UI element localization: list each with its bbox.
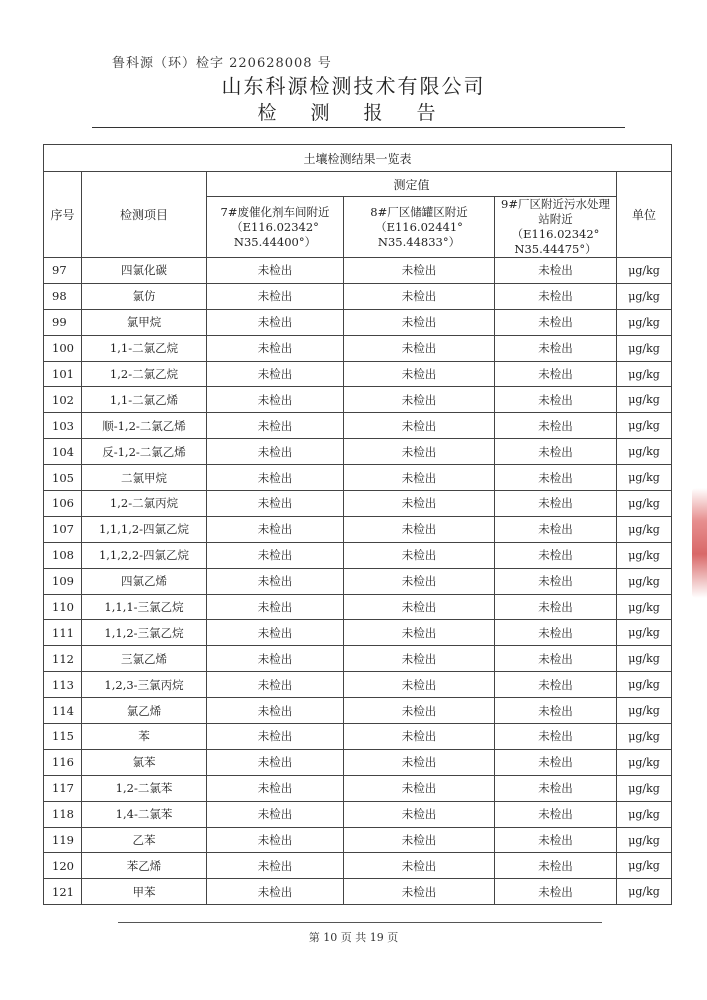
site-name: 7#废催化剂车间附近	[220, 204, 330, 219]
test-item: 顺-1,2-二氯乙烯	[82, 413, 207, 439]
result-site-9: 未检出	[495, 387, 617, 413]
footer-divider	[118, 922, 602, 923]
table-row	[44, 724, 672, 750]
result-site-9: 未检出	[495, 491, 617, 517]
site-name: 8#厂区储罐区附近	[370, 204, 468, 219]
result-site-7: 未检出	[207, 827, 344, 853]
result-site-8: 未检出	[344, 646, 495, 672]
column-header-seq: 序号	[44, 172, 82, 258]
result-site-9: 未检出	[495, 361, 617, 387]
result-site-8: 未检出	[344, 361, 495, 387]
result-site-7: 未检出	[207, 309, 344, 335]
test-item: 反-1,2-二氯乙烯	[82, 439, 207, 465]
result-site-8: 未检出	[344, 594, 495, 620]
result-site-9: 未检出	[495, 283, 617, 309]
row-number: 103	[44, 413, 82, 439]
result-site-7: 未检出	[207, 516, 344, 542]
table-row	[44, 309, 672, 335]
result-site-7: 未检出	[207, 775, 344, 801]
test-item: 1,2-二氯乙烷	[82, 361, 207, 387]
company-name: 山东科源检测技术有限公司	[221, 74, 486, 98]
report-title: 检 测 报 告	[257, 102, 450, 124]
result-site-8: 未检出	[344, 387, 495, 413]
result-site-7: 未检出	[207, 491, 344, 517]
result-site-7: 未检出	[207, 594, 344, 620]
unit-cell: μg/kg	[617, 775, 672, 801]
row-number: 115	[44, 724, 82, 750]
table-row	[44, 749, 672, 775]
unit-cell: μg/kg	[617, 361, 672, 387]
row-number: 121	[44, 879, 82, 905]
table-row	[44, 672, 672, 698]
test-item: 1,1,2-三氯乙烷	[82, 620, 207, 646]
column-header-unit: 单位	[617, 172, 672, 258]
table-row	[44, 827, 672, 853]
site-latitude: N35.44400°）	[233, 234, 317, 249]
row-number: 104	[44, 439, 82, 465]
unit-cell: μg/kg	[617, 879, 672, 905]
result-site-9: 未检出	[495, 724, 617, 750]
unit-cell: μg/kg	[617, 620, 672, 646]
result-site-8: 未检出	[344, 465, 495, 491]
test-item: 1,4-二氯苯	[82, 801, 207, 827]
test-item: 三氯乙烯	[82, 646, 207, 672]
result-site-8: 未检出	[344, 698, 495, 724]
row-number: 102	[44, 387, 82, 413]
row-number: 97	[44, 258, 82, 284]
test-item: 苯乙烯	[82, 853, 207, 879]
result-site-8: 未检出	[344, 439, 495, 465]
unit-cell: μg/kg	[617, 516, 672, 542]
table-row	[44, 413, 672, 439]
row-number: 120	[44, 853, 82, 879]
column-header-site-9	[495, 197, 617, 258]
unit-cell: μg/kg	[617, 801, 672, 827]
table-row	[44, 698, 672, 724]
result-site-7: 未检出	[207, 724, 344, 750]
result-site-9: 未检出	[495, 801, 617, 827]
table-row	[44, 283, 672, 309]
table-row	[44, 439, 672, 465]
unit-cell: μg/kg	[617, 672, 672, 698]
result-site-7: 未检出	[207, 283, 344, 309]
test-item: 氯苯	[82, 749, 207, 775]
row-number: 101	[44, 361, 82, 387]
result-site-9: 未检出	[495, 516, 617, 542]
result-site-7: 未检出	[207, 646, 344, 672]
row-number: 108	[44, 542, 82, 568]
site-latitude: N35.44833°）	[377, 234, 461, 249]
result-site-8: 未检出	[344, 258, 495, 284]
result-site-7: 未检出	[207, 620, 344, 646]
test-item: 苯	[82, 724, 207, 750]
unit-cell: μg/kg	[617, 646, 672, 672]
column-header-site-7	[207, 197, 344, 258]
test-item: 氯甲烷	[82, 309, 207, 335]
test-item: 乙苯	[82, 827, 207, 853]
unit-cell: μg/kg	[617, 387, 672, 413]
column-header-site-8	[344, 197, 495, 258]
row-number: 113	[44, 672, 82, 698]
table-row	[44, 335, 672, 361]
table-row	[44, 542, 672, 568]
site-longitude: （E116.02342°	[231, 219, 319, 234]
result-site-7: 未检出	[207, 258, 344, 284]
result-site-9: 未检出	[495, 413, 617, 439]
test-item: 甲苯	[82, 879, 207, 905]
row-number: 119	[44, 827, 82, 853]
result-site-7: 未检出	[207, 335, 344, 361]
result-site-8: 未检出	[344, 542, 495, 568]
result-site-7: 未检出	[207, 749, 344, 775]
result-site-8: 未检出	[344, 413, 495, 439]
result-site-8: 未检出	[344, 724, 495, 750]
site-location: 站附近（E116.02342°	[511, 212, 600, 241]
result-site-9: 未检出	[495, 620, 617, 646]
table-row	[44, 568, 672, 594]
unit-cell: μg/kg	[617, 439, 672, 465]
result-site-9: 未检出	[495, 542, 617, 568]
test-item: 1,1,1,2-四氯乙烷	[82, 516, 207, 542]
result-site-9: 未检出	[495, 335, 617, 361]
unit-cell: μg/kg	[617, 594, 672, 620]
result-site-8: 未检出	[344, 879, 495, 905]
unit-cell: μg/kg	[617, 568, 672, 594]
result-site-8: 未检出	[344, 516, 495, 542]
test-item: 氯乙烯	[82, 698, 207, 724]
result-site-7: 未检出	[207, 387, 344, 413]
result-site-9: 未检出	[495, 672, 617, 698]
result-site-8: 未检出	[344, 568, 495, 594]
test-item: 1,1-二氯乙烯	[82, 387, 207, 413]
result-site-7: 未检出	[207, 568, 344, 594]
table-row	[44, 879, 672, 905]
row-number: 109	[44, 568, 82, 594]
table-row	[44, 646, 672, 672]
table-row	[44, 387, 672, 413]
result-site-8: 未检出	[344, 491, 495, 517]
result-site-9: 未检出	[495, 698, 617, 724]
result-site-8: 未检出	[344, 801, 495, 827]
unit-cell: μg/kg	[617, 283, 672, 309]
test-item: 1,2,3-三氯丙烷	[82, 672, 207, 698]
result-site-7: 未检出	[207, 698, 344, 724]
results-table	[43, 144, 672, 905]
result-site-7: 未检出	[207, 361, 344, 387]
test-item: 氯仿	[82, 283, 207, 309]
result-site-7: 未检出	[207, 542, 344, 568]
result-site-8: 未检出	[344, 853, 495, 879]
result-site-8: 未检出	[344, 283, 495, 309]
result-site-9: 未检出	[495, 568, 617, 594]
unit-cell: μg/kg	[617, 827, 672, 853]
test-item: 四氯乙烯	[82, 568, 207, 594]
site-latitude: N35.44475°）	[514, 242, 597, 256]
row-number: 111	[44, 620, 82, 646]
seal-stamp-edge	[692, 488, 707, 598]
unit-cell: μg/kg	[617, 542, 672, 568]
row-number: 105	[44, 465, 82, 491]
result-site-9: 未检出	[495, 775, 617, 801]
row-number: 99	[44, 309, 82, 335]
result-site-9: 未检出	[495, 594, 617, 620]
site-longitude: （E116.02441°	[375, 219, 463, 234]
row-number: 112	[44, 646, 82, 672]
row-number: 110	[44, 594, 82, 620]
result-site-9: 未检出	[495, 439, 617, 465]
result-site-7: 未检出	[207, 413, 344, 439]
table-row	[44, 801, 672, 827]
table-row	[44, 465, 672, 491]
row-number: 106	[44, 491, 82, 517]
header-divider	[92, 127, 625, 128]
result-site-9: 未检出	[495, 853, 617, 879]
unit-cell: μg/kg	[617, 853, 672, 879]
result-site-7: 未检出	[207, 801, 344, 827]
test-item: 二氯甲烷	[82, 465, 207, 491]
column-header-measured: 测定值	[207, 172, 617, 197]
unit-cell: μg/kg	[617, 335, 672, 361]
unit-cell: μg/kg	[617, 465, 672, 491]
row-number: 98	[44, 283, 82, 309]
test-item: 1,1,2,2-四氯乙烷	[82, 542, 207, 568]
site-name: 9#厂区附近污水处理	[501, 197, 610, 211]
result-site-9: 未检出	[495, 258, 617, 284]
unit-cell: μg/kg	[617, 698, 672, 724]
result-site-8: 未检出	[344, 775, 495, 801]
result-site-9: 未检出	[495, 827, 617, 853]
table-row	[44, 853, 672, 879]
table-row	[44, 620, 672, 646]
test-item: 1,1-二氯乙烷	[82, 335, 207, 361]
test-item: 四氯化碳	[82, 258, 207, 284]
result-site-9: 未检出	[495, 646, 617, 672]
table-row	[44, 594, 672, 620]
result-site-8: 未检出	[344, 335, 495, 361]
result-site-8: 未检出	[344, 620, 495, 646]
table-row	[44, 361, 672, 387]
table-caption: 土壤检测结果一览表	[44, 145, 672, 172]
result-site-7: 未检出	[207, 439, 344, 465]
unit-cell: μg/kg	[617, 749, 672, 775]
result-site-9: 未检出	[495, 465, 617, 491]
result-site-8: 未检出	[344, 309, 495, 335]
result-site-7: 未检出	[207, 853, 344, 879]
column-header-item: 检测项目	[82, 172, 207, 258]
page-number: 第 10 页 共 19 页	[308, 931, 399, 944]
row-number: 100	[44, 335, 82, 361]
row-number: 117	[44, 775, 82, 801]
result-site-9: 未检出	[495, 879, 617, 905]
table-row	[44, 258, 672, 284]
result-site-8: 未检出	[344, 672, 495, 698]
result-site-9: 未检出	[495, 309, 617, 335]
result-site-7: 未检出	[207, 879, 344, 905]
table-row	[44, 516, 672, 542]
report-number: 鲁科源（环）检字 220628008 号	[112, 56, 332, 71]
test-item: 1,2-二氯丙烷	[82, 491, 207, 517]
unit-cell: μg/kg	[617, 258, 672, 284]
result-site-8: 未检出	[344, 749, 495, 775]
row-number: 116	[44, 749, 82, 775]
result-site-7: 未检出	[207, 465, 344, 491]
result-site-8: 未检出	[344, 827, 495, 853]
unit-cell: μg/kg	[617, 724, 672, 750]
table-row	[44, 491, 672, 517]
test-item: 1,1,1-三氯乙烷	[82, 594, 207, 620]
result-site-7: 未检出	[207, 672, 344, 698]
table-row	[44, 775, 672, 801]
unit-cell: μg/kg	[617, 491, 672, 517]
row-number: 107	[44, 516, 82, 542]
row-number: 114	[44, 698, 82, 724]
unit-cell: μg/kg	[617, 309, 672, 335]
test-item: 1,2-二氯苯	[82, 775, 207, 801]
result-site-9: 未检出	[495, 749, 617, 775]
unit-cell: μg/kg	[617, 413, 672, 439]
row-number: 118	[44, 801, 82, 827]
